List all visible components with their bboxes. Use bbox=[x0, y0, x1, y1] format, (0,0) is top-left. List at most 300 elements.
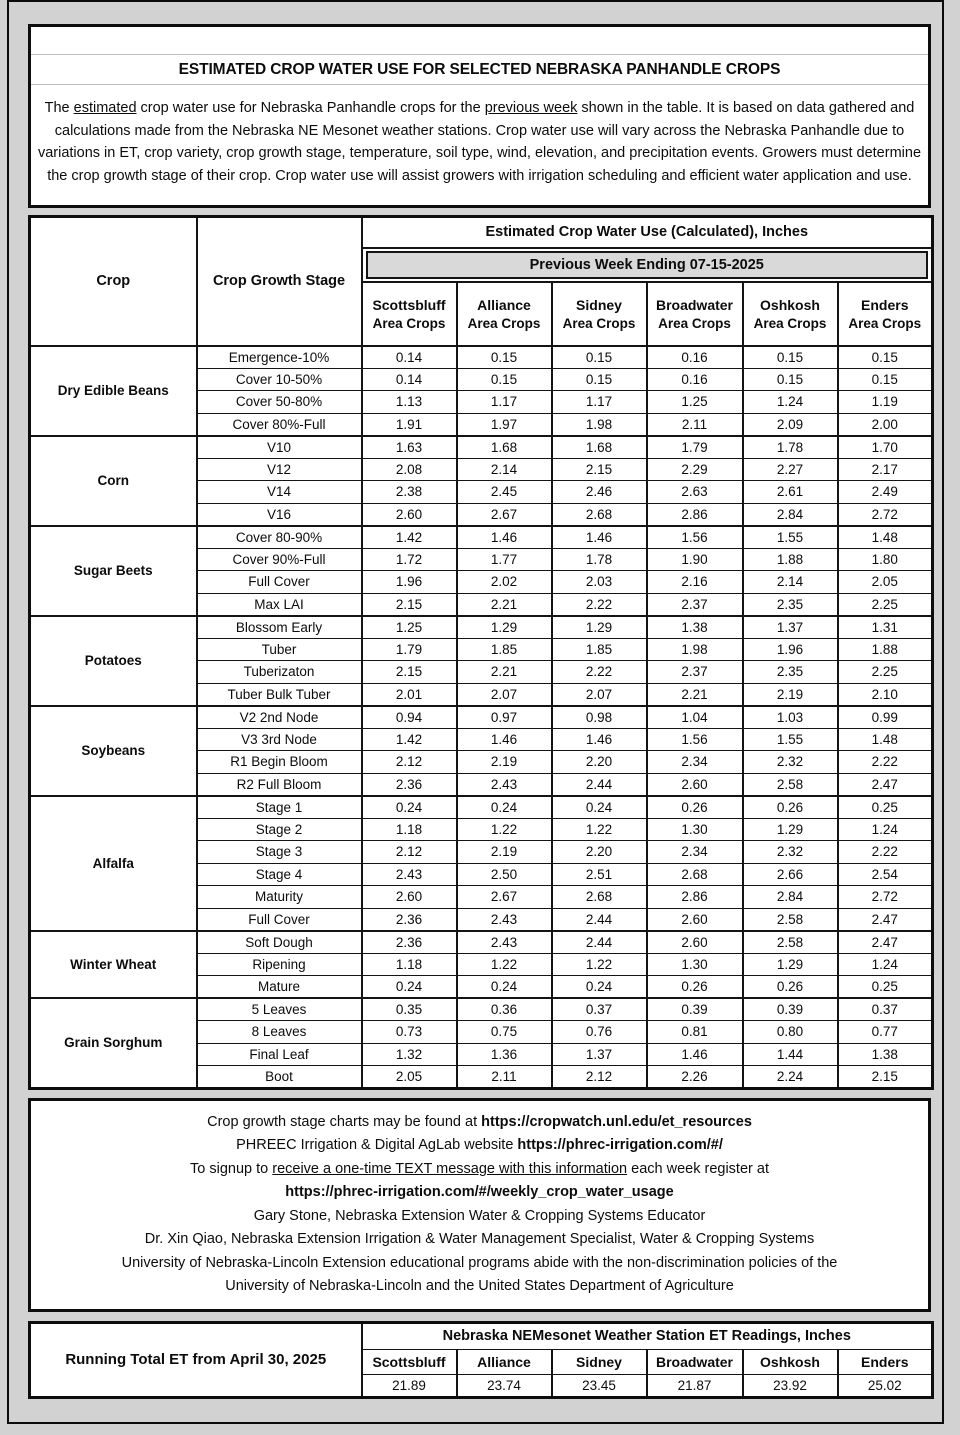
water-use-value: 1.79 bbox=[647, 436, 743, 459]
table-row bbox=[30, 616, 933, 639]
intro-underline-estimated: estimated bbox=[73, 100, 137, 116]
water-use-value: 2.22 bbox=[838, 751, 933, 774]
water-use-value: 0.26 bbox=[647, 796, 743, 819]
link-weekly-crop-water-usage[interactable]: https://phrec-irrigation.com/#/weekly_crop_water_usage bbox=[285, 1184, 674, 1200]
intro-text: shown in the table. It is based on data gathered and calculations made from the Nebraska NE Mesonet weather stations. Crop water use will vary across the Nebraska Panhandle due to variations in ET, crop variety, crop growth stage, temperature, soil type, wind, elevation, and precipitation events. Growers must determine the crop growth stage of their crop. Crop water use will assist growers with irrigation scheduling and efficient water application and use. bbox=[37, 100, 922, 184]
water-use-value: 2.03 bbox=[552, 571, 647, 594]
title-box bbox=[28, 24, 931, 208]
et-running-total-label: Running Total ET from April 30, 2025 bbox=[30, 1322, 362, 1397]
water-use-value: 1.30 bbox=[647, 953, 743, 976]
water-use-value: 2.54 bbox=[838, 863, 933, 886]
water-use-value: 1.22 bbox=[552, 818, 647, 841]
table-row bbox=[30, 436, 933, 459]
water-use-value: 2.37 bbox=[647, 593, 743, 616]
water-use-value: 1.85 bbox=[457, 638, 552, 661]
water-use-value: 2.02 bbox=[457, 571, 552, 594]
water-use-value: 2.63 bbox=[647, 481, 743, 504]
growth-stage: Cover 80-90% bbox=[197, 526, 362, 549]
table-row bbox=[30, 796, 933, 819]
crop-name: Soybeans bbox=[30, 706, 197, 796]
water-use-value: 2.12 bbox=[362, 751, 457, 774]
growth-stage: Tuber Bulk Tuber bbox=[197, 683, 362, 706]
growth-stage: Stage 1 bbox=[197, 796, 362, 819]
water-use-value: 2.00 bbox=[838, 413, 933, 436]
column-header-growth-stage: Crop Growth Stage bbox=[197, 217, 362, 346]
water-use-value: 2.15 bbox=[362, 593, 457, 616]
growth-stage: Cover 90%-Full bbox=[197, 548, 362, 571]
water-use-value: 2.43 bbox=[457, 773, 552, 796]
crop-name: Alfalfa bbox=[30, 796, 197, 931]
intro-text: The bbox=[44, 100, 74, 116]
et-station-sidney: Sidney bbox=[552, 1349, 647, 1374]
water-use-value: 2.61 bbox=[743, 481, 838, 504]
growth-stage: V10 bbox=[197, 436, 362, 459]
water-use-value: 2.72 bbox=[838, 503, 933, 526]
et-reading: 23.74 bbox=[457, 1374, 552, 1397]
growth-stage: Boot bbox=[197, 1066, 362, 1089]
water-use-value: 2.47 bbox=[838, 773, 933, 796]
water-use-value: 0.15 bbox=[457, 368, 552, 391]
table-row bbox=[30, 346, 933, 369]
water-use-value: 0.24 bbox=[457, 976, 552, 999]
water-use-value: 1.46 bbox=[647, 1043, 743, 1066]
water-use-value: 2.14 bbox=[743, 571, 838, 594]
water-use-value: 2.44 bbox=[552, 773, 647, 796]
water-use-value: 1.46 bbox=[457, 526, 552, 549]
water-use-value: 2.35 bbox=[743, 593, 838, 616]
growth-stage: R2 Full Bloom bbox=[197, 773, 362, 796]
water-use-value: 1.17 bbox=[552, 391, 647, 414]
water-use-value: 1.46 bbox=[552, 526, 647, 549]
water-use-value: 1.77 bbox=[457, 548, 552, 571]
water-use-value: 0.37 bbox=[552, 998, 647, 1021]
footer-line-charts bbox=[39, 1111, 920, 1135]
water-use-value: 1.25 bbox=[362, 616, 457, 639]
water-use-value: 2.27 bbox=[743, 458, 838, 481]
water-use-value: 1.31 bbox=[838, 616, 933, 639]
water-use-value: 2.60 bbox=[362, 503, 457, 526]
water-use-value: 0.15 bbox=[838, 346, 933, 369]
water-use-value: 2.12 bbox=[362, 841, 457, 864]
water-use-value: 1.55 bbox=[743, 526, 838, 549]
water-use-value: 0.75 bbox=[457, 1021, 552, 1044]
water-use-value: 1.13 bbox=[362, 391, 457, 414]
growth-stage: Blossom Early bbox=[197, 616, 362, 639]
water-use-value: 0.35 bbox=[362, 998, 457, 1021]
water-use-value: 2.21 bbox=[457, 593, 552, 616]
water-use-value: 0.14 bbox=[362, 368, 457, 391]
et-station-oshkosh: Oshkosh bbox=[743, 1349, 838, 1374]
column-header-enders bbox=[838, 282, 933, 346]
water-use-value: 2.10 bbox=[838, 683, 933, 706]
table-span-header: Estimated Crop Water Use (Calculated), Inches bbox=[362, 217, 933, 248]
water-use-value: 1.37 bbox=[552, 1043, 647, 1066]
water-use-value: 1.30 bbox=[647, 818, 743, 841]
et-readings-table bbox=[28, 1321, 934, 1399]
water-use-value: 1.78 bbox=[743, 436, 838, 459]
water-use-value: 1.36 bbox=[457, 1043, 552, 1066]
water-use-value: 0.36 bbox=[457, 998, 552, 1021]
water-use-value: 2.21 bbox=[647, 683, 743, 706]
water-use-value: 2.49 bbox=[838, 481, 933, 504]
et-station-enders: Enders bbox=[838, 1349, 933, 1374]
growth-stage: Soft Dough bbox=[197, 931, 362, 954]
water-use-value: 1.56 bbox=[647, 728, 743, 751]
water-use-value: 1.90 bbox=[647, 548, 743, 571]
water-use-value: 1.78 bbox=[552, 548, 647, 571]
water-use-value: 1.22 bbox=[552, 953, 647, 976]
crop-name: Grain Sorghum bbox=[30, 998, 197, 1088]
water-use-value: 2.68 bbox=[552, 503, 647, 526]
footer-line-phreec bbox=[39, 1134, 920, 1158]
water-use-value: 2.84 bbox=[743, 503, 838, 526]
water-use-value: 1.04 bbox=[647, 706, 743, 729]
growth-stage: Tuberizaton bbox=[197, 661, 362, 684]
water-use-value: 1.17 bbox=[457, 391, 552, 414]
water-use-value: 0.24 bbox=[457, 796, 552, 819]
water-use-value: 1.19 bbox=[838, 391, 933, 414]
water-use-value: 0.25 bbox=[838, 976, 933, 999]
water-use-value: 2.58 bbox=[743, 931, 838, 954]
water-use-value: 0.39 bbox=[743, 998, 838, 1021]
growth-stage: Full Cover bbox=[197, 908, 362, 931]
water-use-value: 1.42 bbox=[362, 526, 457, 549]
footer-credit-gary-stone: Gary Stone, Nebraska Extension Water & Cropping Systems Educator bbox=[253, 1207, 706, 1224]
et-reading: 25.02 bbox=[838, 1374, 933, 1397]
page-title: ESTIMATED CROP WATER USE FOR SELECTED NEBRASKA PANHANDLE CROPS bbox=[31, 54, 928, 85]
water-use-value: 0.24 bbox=[552, 796, 647, 819]
growth-stage: V3 3rd Node bbox=[197, 728, 362, 751]
water-use-value: 1.79 bbox=[362, 638, 457, 661]
water-use-value: 2.19 bbox=[457, 751, 552, 774]
growth-stage: R1 Begin Bloom bbox=[197, 751, 362, 774]
water-use-value: 1.29 bbox=[743, 953, 838, 976]
growth-stage: V12 bbox=[197, 458, 362, 481]
water-use-value: 1.22 bbox=[457, 953, 552, 976]
footer-text: To signup to bbox=[190, 1160, 273, 1177]
water-use-value: 1.24 bbox=[838, 953, 933, 976]
growth-stage: Ripening bbox=[197, 953, 362, 976]
water-use-value: 0.76 bbox=[552, 1021, 647, 1044]
water-use-value: 2.16 bbox=[647, 571, 743, 594]
water-use-value: 0.24 bbox=[362, 976, 457, 999]
water-use-value: 1.38 bbox=[838, 1043, 933, 1066]
water-use-value: 1.98 bbox=[647, 638, 743, 661]
water-use-value: 0.15 bbox=[552, 368, 647, 391]
water-use-value: 2.15 bbox=[552, 458, 647, 481]
water-use-value: 0.26 bbox=[743, 796, 838, 819]
link-phrec-irrigation[interactable]: https://phrec-irrigation.com/#/ bbox=[517, 1137, 723, 1153]
water-use-value: 2.67 bbox=[457, 503, 552, 526]
water-use-value: 0.24 bbox=[552, 976, 647, 999]
water-use-value: 0.99 bbox=[838, 706, 933, 729]
growth-stage: V14 bbox=[197, 481, 362, 504]
growth-stage: Stage 3 bbox=[197, 841, 362, 864]
water-use-value: 1.29 bbox=[743, 818, 838, 841]
water-use-value: 1.68 bbox=[457, 436, 552, 459]
water-use-value: 0.26 bbox=[647, 976, 743, 999]
footer-text: Crop growth stage charts may be found at bbox=[207, 1113, 482, 1130]
crop-name: Sugar Beets bbox=[30, 526, 197, 616]
water-use-value: 2.11 bbox=[647, 413, 743, 436]
et-station-alliance: Alliance bbox=[457, 1349, 552, 1374]
water-use-value: 2.44 bbox=[552, 908, 647, 931]
water-use-value: 0.98 bbox=[552, 706, 647, 729]
crop-water-use-table bbox=[28, 215, 934, 1090]
water-use-value: 2.09 bbox=[743, 413, 838, 436]
water-use-value: 2.08 bbox=[362, 458, 457, 481]
footer-underline-text: receive a one-time TEXT message with this information bbox=[272, 1160, 628, 1177]
intro-text: crop water use for Nebraska Panhandle crops for the bbox=[136, 100, 485, 116]
location-name: Scottsbluff bbox=[372, 296, 446, 313]
growth-stage: Maturity bbox=[197, 886, 362, 909]
water-use-value: 1.98 bbox=[552, 413, 647, 436]
footer-line-signup-url bbox=[39, 1181, 920, 1205]
water-use-value: 1.63 bbox=[362, 436, 457, 459]
location-name: Broadwater bbox=[655, 296, 734, 313]
water-use-value: 2.15 bbox=[362, 661, 457, 684]
water-use-value: 1.42 bbox=[362, 728, 457, 751]
footer-line-signup bbox=[39, 1158, 920, 1182]
footer-disclaimer-line2: University of Nebraska-Lincoln and the United States Department of Agriculture bbox=[225, 1278, 734, 1294]
area-crops-label: Area Crops bbox=[848, 315, 922, 331]
footer-text: each week register at bbox=[627, 1160, 769, 1177]
water-use-value: 0.15 bbox=[743, 368, 838, 391]
et-reading: 21.87 bbox=[647, 1374, 743, 1397]
growth-stage: Cover 10-50% bbox=[197, 368, 362, 391]
water-use-value: 1.29 bbox=[457, 616, 552, 639]
water-use-value: 0.25 bbox=[838, 796, 933, 819]
water-use-value: 0.15 bbox=[552, 346, 647, 369]
water-use-value: 0.16 bbox=[647, 368, 743, 391]
column-header-crop: Crop bbox=[30, 217, 197, 346]
water-use-value: 1.03 bbox=[743, 706, 838, 729]
water-use-value: 1.37 bbox=[743, 616, 838, 639]
water-use-value: 1.70 bbox=[838, 436, 933, 459]
growth-stage: 8 Leaves bbox=[197, 1021, 362, 1044]
area-crops-label: Area Crops bbox=[753, 315, 827, 331]
water-use-value: 2.58 bbox=[743, 773, 838, 796]
water-use-value: 2.58 bbox=[743, 908, 838, 931]
water-use-value: 1.88 bbox=[743, 548, 838, 571]
water-use-value: 2.35 bbox=[743, 661, 838, 684]
water-use-value: 2.07 bbox=[552, 683, 647, 706]
table-row bbox=[30, 706, 933, 729]
link-cropwatch[interactable]: https://cropwatch.unl.edu/et_resources bbox=[481, 1113, 752, 1130]
water-use-value: 2.22 bbox=[838, 841, 933, 864]
water-use-value: 0.15 bbox=[838, 368, 933, 391]
footer-credit-xin-qiao: Dr. Xin Qiao, Nebraska Extension Irrigation & Water Management Specialist, Water & Cropping Systems bbox=[144, 1231, 815, 1247]
location-name: Oshkosh bbox=[760, 296, 820, 313]
water-use-value: 0.77 bbox=[838, 1021, 933, 1044]
water-use-value: 2.45 bbox=[457, 481, 552, 504]
water-use-value: 1.29 bbox=[552, 616, 647, 639]
water-use-value: 2.22 bbox=[552, 661, 647, 684]
water-use-value: 2.44 bbox=[552, 931, 647, 954]
water-use-value: 2.14 bbox=[457, 458, 552, 481]
water-use-value: 1.88 bbox=[838, 638, 933, 661]
water-use-value: 0.15 bbox=[743, 346, 838, 369]
column-header-sidney bbox=[552, 282, 647, 346]
water-use-value: 2.34 bbox=[647, 841, 743, 864]
water-use-value: 2.12 bbox=[552, 1066, 647, 1089]
water-use-value: 2.46 bbox=[552, 481, 647, 504]
water-use-value: 2.01 bbox=[362, 683, 457, 706]
water-use-value: 1.68 bbox=[552, 436, 647, 459]
water-use-value: 0.14 bbox=[362, 346, 457, 369]
water-use-value: 1.96 bbox=[362, 571, 457, 594]
et-station-broadwater: Broadwater bbox=[647, 1349, 743, 1374]
water-use-value: 2.67 bbox=[457, 886, 552, 909]
column-header-broadwater bbox=[647, 282, 743, 346]
water-use-value: 1.22 bbox=[457, 818, 552, 841]
location-name: Enders bbox=[861, 296, 909, 313]
crop-name: Corn bbox=[30, 436, 197, 526]
water-use-value: 1.24 bbox=[838, 818, 933, 841]
water-use-value: 2.43 bbox=[362, 863, 457, 886]
intro-underline-previous-week: previous week bbox=[484, 100, 578, 116]
water-use-value: 1.46 bbox=[457, 728, 552, 751]
column-header-oshkosh bbox=[743, 282, 838, 346]
water-use-value: 2.07 bbox=[457, 683, 552, 706]
water-use-value: 0.73 bbox=[362, 1021, 457, 1044]
water-use-value: 2.22 bbox=[552, 593, 647, 616]
water-use-value: 2.32 bbox=[743, 841, 838, 864]
growth-stage: Mature bbox=[197, 976, 362, 999]
water-use-value: 1.24 bbox=[743, 391, 838, 414]
growth-stage: Full Cover bbox=[197, 571, 362, 594]
water-use-value: 2.20 bbox=[552, 841, 647, 864]
crop-name: Potatoes bbox=[30, 616, 197, 706]
water-use-value: 2.60 bbox=[647, 931, 743, 954]
water-use-value: 0.97 bbox=[457, 706, 552, 729]
water-use-value: 1.56 bbox=[647, 526, 743, 549]
water-use-value: 2.60 bbox=[647, 773, 743, 796]
et-station-scottsbluff: Scottsbluff bbox=[362, 1349, 457, 1374]
water-use-value: 2.37 bbox=[647, 661, 743, 684]
water-use-value: 1.18 bbox=[362, 953, 457, 976]
intro-paragraph bbox=[38, 97, 922, 187]
area-crops-label: Area Crops bbox=[562, 315, 636, 331]
water-use-value: 2.68 bbox=[552, 886, 647, 909]
water-use-value: 1.18 bbox=[362, 818, 457, 841]
water-use-value: 1.44 bbox=[743, 1043, 838, 1066]
water-use-value: 2.25 bbox=[838, 593, 933, 616]
water-use-value: 1.48 bbox=[838, 526, 933, 549]
water-use-value: 1.80 bbox=[838, 548, 933, 571]
water-use-value: 2.60 bbox=[647, 908, 743, 931]
water-use-value: 2.43 bbox=[457, 931, 552, 954]
footer-box bbox=[28, 1098, 931, 1312]
growth-stage: Max LAI bbox=[197, 593, 362, 616]
column-header-scottsbluff bbox=[362, 282, 457, 346]
growth-stage: Cover 50-80% bbox=[197, 391, 362, 414]
water-use-value: 0.81 bbox=[647, 1021, 743, 1044]
water-use-value: 1.38 bbox=[647, 616, 743, 639]
water-use-value: 2.15 bbox=[838, 1066, 933, 1089]
document-content bbox=[28, 24, 931, 1399]
water-use-value: 2.51 bbox=[552, 863, 647, 886]
water-use-value: 0.39 bbox=[647, 998, 743, 1021]
column-header-alliance bbox=[457, 282, 552, 346]
water-use-value: 2.86 bbox=[647, 503, 743, 526]
water-use-value: 2.34 bbox=[647, 751, 743, 774]
crop-table-body bbox=[30, 346, 933, 1089]
water-use-value: 2.66 bbox=[743, 863, 838, 886]
water-use-value: 0.16 bbox=[647, 346, 743, 369]
water-use-value: 1.32 bbox=[362, 1043, 457, 1066]
growth-stage: V2 2nd Node bbox=[197, 706, 362, 729]
water-use-value: 2.19 bbox=[743, 683, 838, 706]
growth-stage: Emergence-10% bbox=[197, 346, 362, 369]
water-use-value: 0.26 bbox=[743, 976, 838, 999]
area-crops-label: Area Crops bbox=[372, 315, 446, 331]
water-use-value: 2.47 bbox=[838, 931, 933, 954]
water-use-value: 2.43 bbox=[457, 908, 552, 931]
water-use-value: 2.60 bbox=[362, 886, 457, 909]
growth-stage: Final Leaf bbox=[197, 1043, 362, 1066]
growth-stage: Stage 4 bbox=[197, 863, 362, 886]
water-use-value: 2.05 bbox=[838, 571, 933, 594]
water-use-value: 2.36 bbox=[362, 931, 457, 954]
growth-stage: V16 bbox=[197, 503, 362, 526]
water-use-value: 1.96 bbox=[743, 638, 838, 661]
water-use-value: 2.47 bbox=[838, 908, 933, 931]
water-use-value: 0.94 bbox=[362, 706, 457, 729]
area-crops-label: Area Crops bbox=[467, 315, 541, 331]
water-use-value: 2.32 bbox=[743, 751, 838, 774]
water-use-value: 2.36 bbox=[362, 773, 457, 796]
location-name: Alliance bbox=[477, 296, 531, 313]
growth-stage: 5 Leaves bbox=[197, 998, 362, 1021]
water-use-value: 2.11 bbox=[457, 1066, 552, 1089]
water-use-value: 1.91 bbox=[362, 413, 457, 436]
water-use-value: 2.17 bbox=[838, 458, 933, 481]
water-use-value: 0.15 bbox=[457, 346, 552, 369]
water-use-value: 1.25 bbox=[647, 391, 743, 414]
water-use-value: 2.05 bbox=[362, 1066, 457, 1089]
water-use-value: 0.80 bbox=[743, 1021, 838, 1044]
water-use-value: 0.24 bbox=[362, 796, 457, 819]
water-use-value: 0.37 bbox=[838, 998, 933, 1021]
water-use-value: 2.20 bbox=[552, 751, 647, 774]
water-use-value: 1.46 bbox=[552, 728, 647, 751]
water-use-value: 2.36 bbox=[362, 908, 457, 931]
water-use-value: 2.29 bbox=[647, 458, 743, 481]
growth-stage: Tuber bbox=[197, 638, 362, 661]
water-use-value: 2.68 bbox=[647, 863, 743, 886]
et-reading: 23.45 bbox=[552, 1374, 647, 1397]
crop-name: Winter Wheat bbox=[30, 931, 197, 999]
week-header-cell bbox=[362, 248, 933, 282]
water-use-value: 1.55 bbox=[743, 728, 838, 751]
et-table-header: Nebraska NEMesonet Weather Station ET Readings, Inches bbox=[362, 1322, 933, 1349]
water-use-value: 2.84 bbox=[743, 886, 838, 909]
footer-text: PHREEC Irrigation & Digital AgLab website bbox=[236, 1137, 518, 1153]
water-use-value: 1.72 bbox=[362, 548, 457, 571]
water-use-value: 2.19 bbox=[457, 841, 552, 864]
table-row bbox=[30, 931, 933, 954]
et-reading: 21.89 bbox=[362, 1374, 457, 1397]
location-name: Sidney bbox=[576, 296, 622, 313]
table-row bbox=[30, 526, 933, 549]
water-use-value: 1.85 bbox=[552, 638, 647, 661]
water-use-value: 2.38 bbox=[362, 481, 457, 504]
water-use-value: 2.24 bbox=[743, 1066, 838, 1089]
water-use-value: 2.21 bbox=[457, 661, 552, 684]
water-use-value: 1.48 bbox=[838, 728, 933, 751]
footer-disclaimer-line1: University of Nebraska-Lincoln Extension educational programs abide with the non-discrimination policies of the bbox=[121, 1254, 838, 1271]
